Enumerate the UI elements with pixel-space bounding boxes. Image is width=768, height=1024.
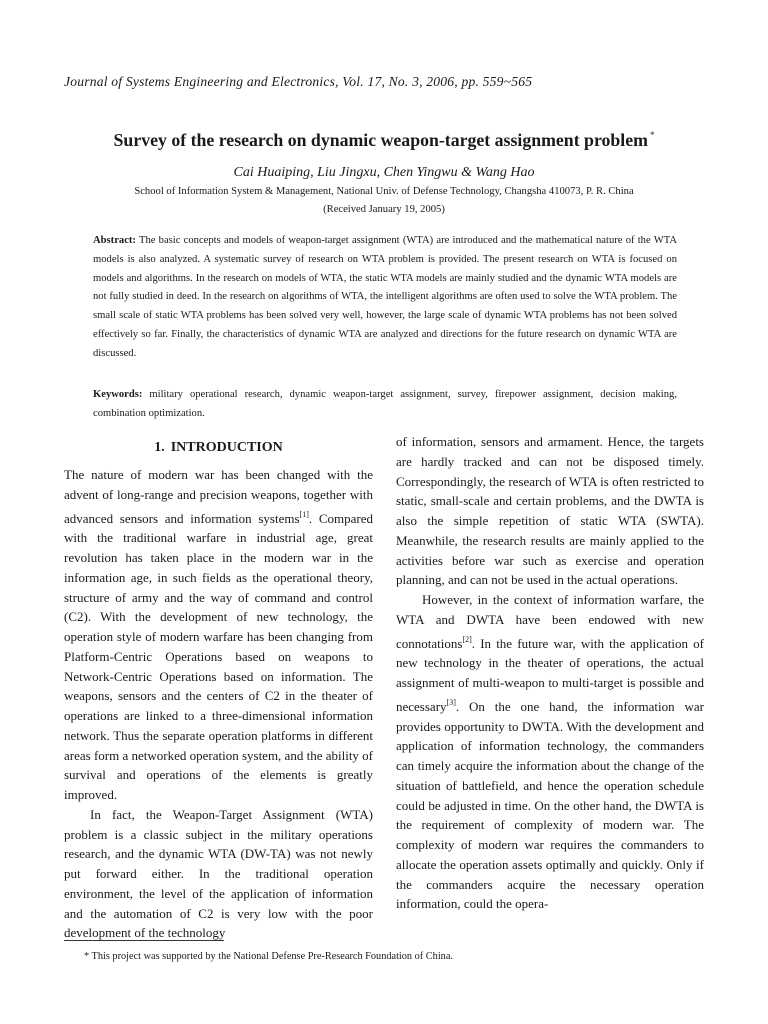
affiliation: School of Information System & Management, National Univ. of Defense Technology, Changsha 410073, P. R. China — [134, 186, 634, 197]
paper-title-text: Survey of the research on dynamic weapon-target assignment problem — [113, 130, 648, 150]
paragraph-2-continued: of information, sensors and armament. Hence, the targets are hardly tracked and can not be disposed timely. Correspondingly, the research of WTA is often restricted to static, small-scale and certain problems, and the DWTA is also the simple repetition of static WTA (SWTA). Meanwhile, the research results are mainly applied to the activities before war such as exercise and operation planning, and can not be used in the actual operations. — [396, 434, 704, 588]
section-number: 1. — [154, 440, 165, 455]
paragraph-2: In fact, the Weapon-Target Assignment (WTA) problem is a classic subject in the military operations research, and the dynamic WTA (DW-TA) was not newly put forward either. In the traditional operation environment, the level of the application of information and the automation of C2 is very low with the poor development of the technology — [64, 806, 373, 941]
paragraph-3-text-c: . On the one hand, the information war provides opportunity to DWTA. With the development and application of information technology, the commanders can timely acquire the information about the change of the situation of battlefield, and hence the operation schedule could be adjusted in time. On the other hand, the DWTA is the requirement of complexity of modern war. The complexity of modern war requires the commanders to allocate the operation assets optimally and quickly. Only if the commanders acquire the necessary operation information, could the opera- — [396, 698, 704, 912]
journal-citation: Journal of Systems Engineering and Electronics, Vol. 17, No. 3, 2006, pp. 559~565 — [64, 74, 533, 89]
citation-3: [3] — [446, 697, 456, 707]
keywords-label: Keywords: — [93, 389, 143, 400]
paragraph-1-text-a: The nature of modern war has been changed with the advent of long-range and precision weapons, together with advanced sensors and information systems — [64, 467, 373, 526]
paragraph-1-text-b: . Compared with the traditional warfare in industrial age, great revolution has taken place in the modern war in the information age, in such fields as the operational theory, structure of army and the way of command and control (C2). With the development of new technology, the operation style of modern warfare has been changing from Platform-Centric Operations based on weapons to Network-Centric Operations based on information. The weapons, sensors and the centers of C2 in the theater of operations are linked to a three-dimensional information network. Thus the separate operation platforms in different areas form a networked operation system, and the ability of survival and operations of the elements is greatly improved. — [64, 510, 374, 802]
section-heading — [64, 440, 373, 456]
paragraph-3-text-b: . In the future war, with the application of new technology in the theater of operations, the actual assignment of multi-weapon to multi-target is possible and necessary — [396, 635, 704, 714]
citation-2: [2] — [462, 634, 472, 644]
paragraph-3-text-a: However, in the context of information warfare, the WTA and DWTA have been endowed with new connotations — [396, 592, 704, 651]
left-column — [64, 440, 373, 943]
abstract-label: Abstract: — [93, 235, 136, 246]
author-list: Cai Huaiping, Liu Jingxu, Chen Yingwu & Wang Hao — [233, 165, 535, 180]
abstract-text: The basic concepts and models of weapon-target assignment (WTA) are introduced and the mathematical nature of the WTA models is also analyzed. A systematic survey of research on WTA problem is provided. The present research on WTA is focused on models and algorithms. In the research on models of WTA, the static WTA models are mainly studied and the dynamic WTA models are not fully studied in deed. In the research on algorithms of WTA, the intelligent algorithms are often used to solve the WTA problem. The small scale of static WTA problems has been solved very well, however, the large scale of dynamic WTA problems has not been solved effectively so far. Finally, the characteristics of dynamic WTA are analyzed and directions for the future research on dynamic WTA are discussed. — [93, 235, 677, 359]
footnote-rule — [64, 940, 224, 941]
paragraph-3 — [396, 590, 704, 914]
right-column — [396, 432, 704, 914]
citation-1: [1] — [299, 509, 309, 519]
paragraph-1 — [64, 465, 373, 805]
paper-title — [0, 130, 768, 151]
received-date: (Received January 19, 2005) — [323, 204, 445, 215]
section-title: INTRODUCTION — [170, 440, 283, 455]
title-footnote-mark: * — [649, 130, 655, 140]
keywords-text: military operational research, dynamic weapon-target assignment, survey, firepower assignment, decision making, combination optimization. — [93, 389, 677, 419]
footnote: * This project was supported by the National Defense Pre-Research Foundation of China. — [84, 951, 453, 962]
keywords — [93, 386, 677, 423]
abstract — [93, 232, 677, 364]
